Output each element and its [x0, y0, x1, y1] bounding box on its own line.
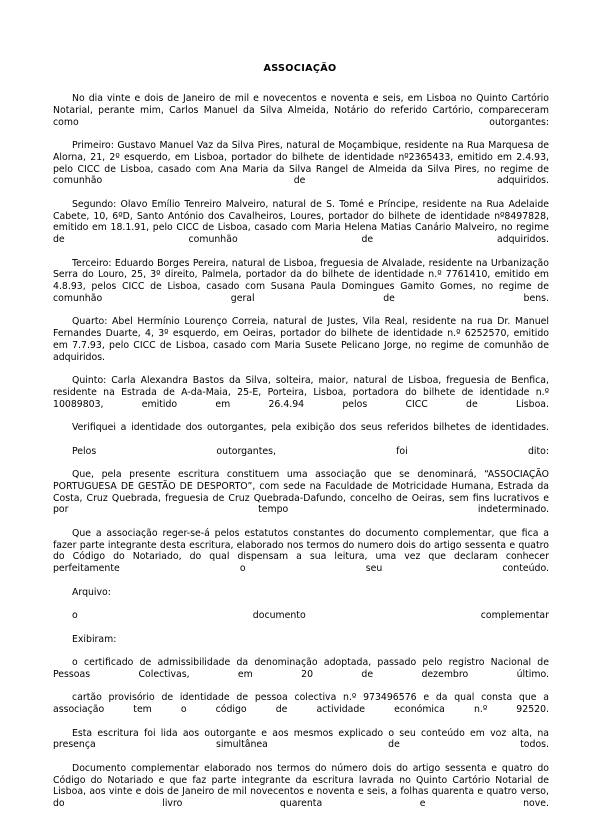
paragraph-arquivo-label: Arquivo:: [72, 586, 111, 598]
paragraph-opening: No dia vinte e dois de Janeiro de mil e novecentos e noventa e seis, em Lisboa no Quinto Cartório Notarial, perante mim, Carlos Manuel da Silva Almeida, Notário do referido Cartório, compareceram como outorgantes:: [53, 93, 549, 128]
paragraph-outorgante-primeiro: Primeiro: Gustavo Manuel Vaz da Silva Pires, natural de Moçambique, residente na Rua Marquesa de Alorna, 21, 2º esquerdo, em Lisboa, portador do bilhete de identidade nº2365433, emitido em 2.4.93, pelo CICC de Lisboa, casado com Ana Maria da Silva Rangel de Almeida da Silva Pires, no regime de comunhão de adquiridos.: [53, 140, 549, 187]
paragraph-verificacao-identidade: Verifiquei a identidade dos outorgantes, pela exibição dos seus referidos bilhetes de identidades.: [72, 422, 549, 433]
paragraph-outorgante-segundo: Segundo: Olavo Emílio Tenreiro Malveiro, natural de S. Tomé e Príncipe, residente na Rua Adelaide Cabete, 10, 6ºD, Santo António dos Cavalheiros, Loures, portador do bilhete de identidade nº8497828, emitido em 18.1.91, pelo CICC de Lisboa, casado com Maria Helena Matias Canário Malveiro, no regime de comunhão de adquiridos.: [53, 198, 549, 245]
paragraph-constituicao: Que, pela presente escritura constituem uma associação que se denominará, “ASSOCIAÇÃO PORTUGUESA DE GESTÃO DE DESPORTO”, com sede na Faculdade de Motricidade Humana, Estrada da Costa, Cruz Quebrada, freguesia de Cruz Quebrada-Dafundo, concelho de Oeiras, sem fins lucrativos e por tempo indeterminado.: [53, 469, 549, 516]
paragraph-exibiram-cartao: cartão provisório de identidade de pessoa colectiva n.º 973496576 e da qual consta que a associação tem o código de actividade económica n.º 92520.: [53, 692, 549, 715]
paragraph-declaracao-intro: Pelos outorgantes, foi dito:: [72, 445, 549, 457]
paragraph-leitura: Esta escritura foi lida aos outorgante e aos mesmos explicado o seu conteúdo em voz alta, na presença simultânea de todos.: [53, 727, 549, 751]
page-title: ASSOCIAÇÃO: [263, 63, 337, 75]
paragraph-outorgante-quarto: Quarto: Abel Hermínio Lourenço Correia, natural de Justes, Vila Real, residente na rua Dr. Manuel Fernandes Duarte, 4, 3º esquerdo, em Oeiras, portador do bilhete de identidade n.º 6252570, emitido em 7.7.93, pelo CICC de Lisboa, casado com Maria Susete Pelicano Jorge, no regime de comunhão de adquiridos.: [53, 316, 549, 363]
paragraph-estatutos: Que a associação reger-se-á pelos estatutos constantes do documento complementar, que fica a fazer parte integrante desta escritura, elaborado nos termos do numero dois do artigo sessenta e quatro do Código do Notariado, do qual dispensam a sua leitura, uma vez que declaram conhecer perfeitamente o seu conteúdo.: [53, 527, 549, 574]
document-body: [53, 93, 549, 822]
paragraph-exibiram-certificado: o certificado de admissibilidade da denominação adoptada, passado pelo registro Nacional de Pessoas Colectivas, em 20 de dezembro último.: [53, 657, 549, 680]
paragraph-outorgante-quinto: Quinto: Carla Alexandra Bastos da Silva, solteira, maior, natural de Lisboa, freguesia de Benfica, residente na Estrada de A-da-Maia, 25-E, Porteira, Lisboa, portadora do bilhete de identidade n.º 10089803, emitido em 26.4.94 pelos CICC de Lisboa.: [53, 375, 549, 410]
paragraph-outorgante-terceiro: Terceiro: Eduardo Borges Pereira, natural de Lisboa, freguesia de Alvalade, residente na Urbanização Serra do Louro, 25, 3º direito, Palmela, portador da do bilhete de identidade n.º 7761410, emitido em 4.8.93, pelos CICC de Lisboa, casado com Susana Paula Domingues Gamito Gomes, no regime de comunhão geral de bens.: [53, 257, 549, 304]
paragraph-documento-complementar: Documento complementar elaborado nos termos do número dois do artigo sessenta e quatro do Código do Notariado e que faz parte integrante da escritura lavrada no Quinto Cartório Notarial de Lisboa, aos vinte e dois de Janeiro de mil novecentos e noventa e seis, a folhas quarenta e quatro verso, do livro quarenta e nove.: [53, 762, 549, 809]
paragraph-exibiram-label: Exibiram:: [72, 633, 117, 645]
paragraph-arquivo-item: o documento complementar: [72, 610, 549, 621]
